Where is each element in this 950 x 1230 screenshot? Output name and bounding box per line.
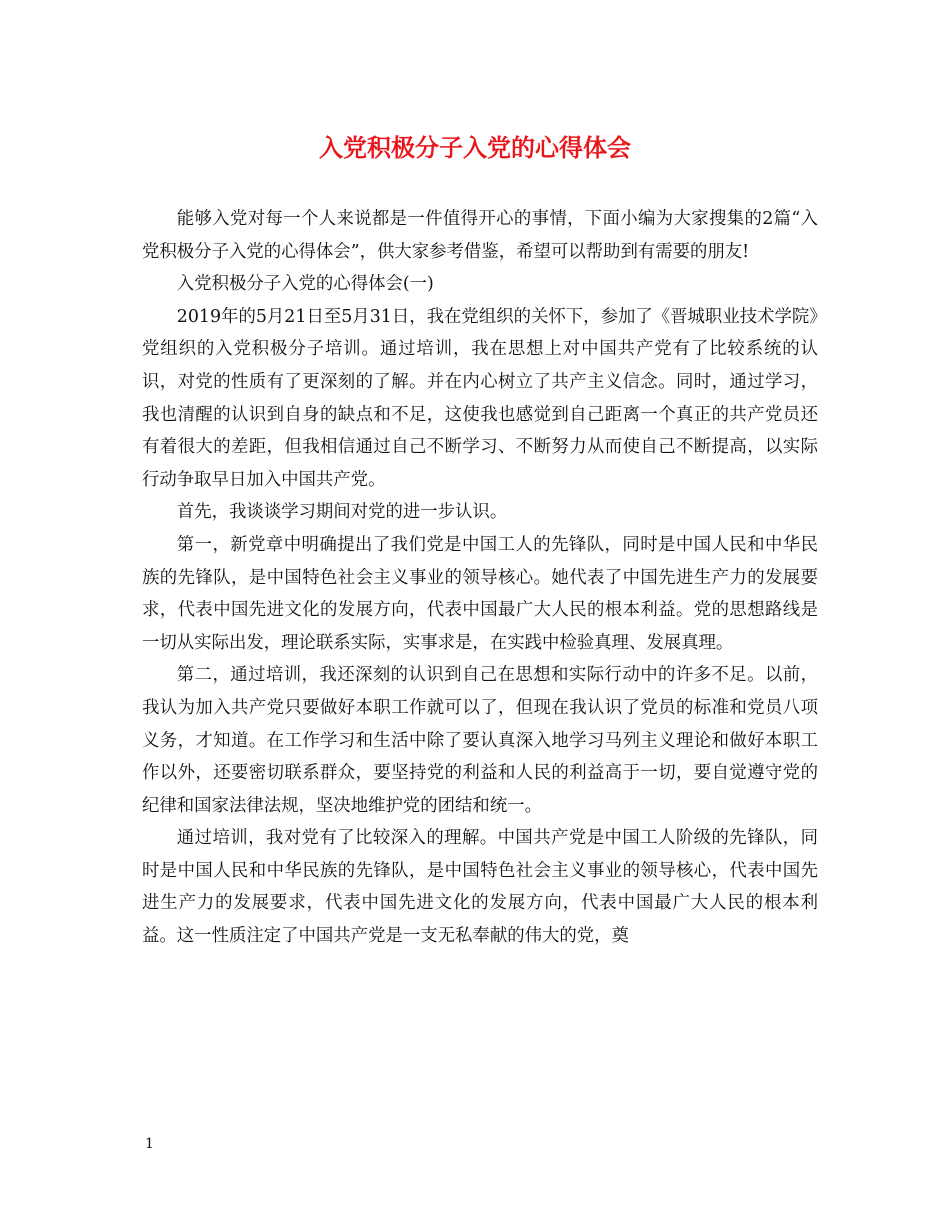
body-paragraph: 第二，通过培训，我还深刻的认识到自己在思想和实际行动中的许多不足。以前，我认为加入共产党只要做好本职工作就可以了，但现在我认识了党员的标准和党员八项义务，才知道。在工作学习和生活中除了要认真深入地学习马列主义理论和做好本职工作以外，还要密切联系群众，要坚持党的利益和人民的利益高于一切，要自觉遵守党的纪律和国家法律法规，坚决地维护党的团结和统一。	[142, 665, 818, 816]
section-heading: 入党积极分子入党的心得体会(一)	[176, 274, 434, 295]
body-paragraph: 第一，新党章中明确提出了我们党是中国工人的先锋队，同时是中国人民和中华民族的先锋队，是中国特色社会主义事业的领导核心。她代表了中国先进生产力的发展要求，代表中国先进文化的发展方向，代表中国最广大人民的根本利益。党的思想路线是一切从实际出发，理论联系实际，实事求是，在实践中检验真理、发展真理。	[142, 534, 818, 653]
document-title: 入党积极分子入党的心得体会	[319, 133, 631, 162]
document-body	[142, 203, 818, 953]
body-paragraph: 2019年的5月21日至5月31日，我在党组织的关怀下，参加了《晋城职业技术学院》党组织的入党积极分子培训。通过培训，我在思想上对中国共产党有了比较系统的认识，对党的性质有了更深刻的了解。并在内心树立了共产主义信念。同时，通过学习，我也清醒的认识到自身的缺点和不足，这使我也感觉到自己距离一个真正的共产党员还有着很大的差距，但我相信通过自己不断学习、不断努力从而使自己不断提高，以实际行动争取早日加入中国共产党。	[142, 306, 818, 490]
intro-paragraph: 能够入党对每一个人来说都是一件值得开心的事情，下面小编为大家搜集的2篇“入党积极分子入党的心得体会”，供大家参考借鉴，希望可以帮助到有需要的朋友!	[142, 209, 818, 262]
body-paragraph: 首先，我谈谈学习期间对党的进一步认识。	[176, 502, 508, 523]
page-number: 1	[145, 1136, 154, 1152]
body-paragraph: 通过培训，我对党有了比较深入的理解。中国共产党是中国工人阶级的先锋队，同时是中国人民和中华民族的先锋队，是中国特色社会主义事业的领导核心，代表中国先进生产力的发展要求，代表中国先进文化的发展方向，代表中国最广大人民的根本利益。这一性质注定了中国共产党是一支无私奉献的伟大的党，奠	[142, 828, 818, 947]
